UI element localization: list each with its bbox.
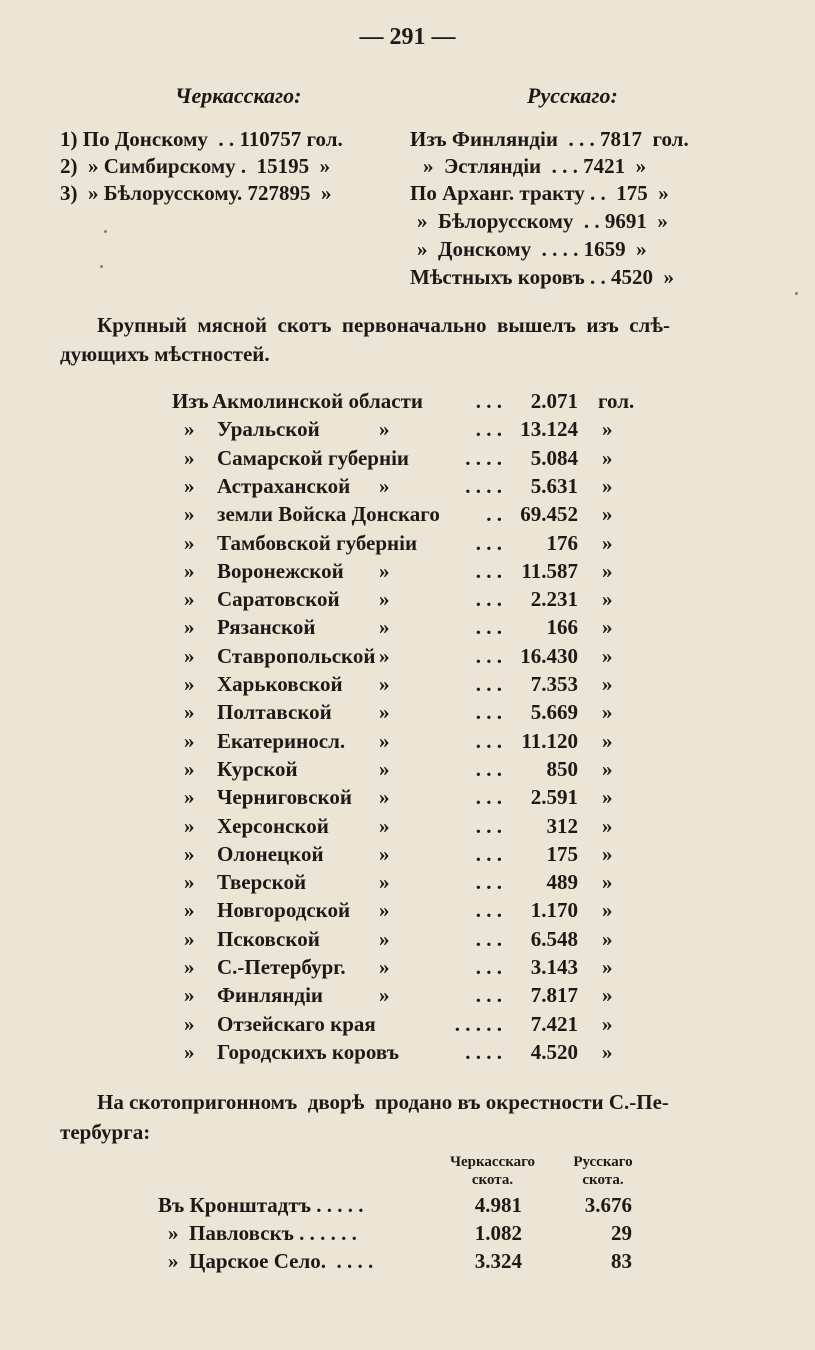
origin-prefix: » [184, 728, 195, 753]
origin-dots: . . . [475, 785, 502, 810]
left-list-item: 2) » Симбирскому . 15195 » [60, 154, 331, 178]
origin-name: Харьковской [217, 672, 343, 696]
origin-unit: » [602, 1011, 613, 1036]
origin-unit: » [602, 898, 613, 923]
right-list-item: » Эстляндіи . . . 7421 » [423, 154, 647, 178]
origin-unit: » [602, 813, 613, 838]
origin-prefix: » [184, 983, 195, 1008]
origin-unit: » [602, 756, 613, 781]
sales-row-place: Въ Кронштадтъ . . . . . [158, 1193, 364, 1217]
origin-value: 850 [546, 756, 578, 781]
origin-dots: . . . [475, 558, 502, 583]
origin-prefix: » [184, 672, 195, 696]
paragraph-line: дующихъ мѣстностей. [60, 342, 270, 366]
left-list-item: 1) По Донскому . . 110757 гол. [60, 127, 343, 151]
origin-name: земли Войска Донскаго [217, 502, 440, 527]
origin-value: 2.231 [530, 587, 578, 612]
sales-row-russky: 29 [611, 1221, 632, 1245]
origin-unit: гол. [598, 389, 635, 413]
origin-unit: » [602, 955, 613, 979]
origin-mark: » [379, 841, 390, 866]
origin-unit: » [602, 728, 613, 753]
origin-mark: » [379, 728, 390, 753]
origin-prefix: » [184, 1011, 195, 1036]
paper-speck [795, 292, 798, 295]
origin-unit: » [602, 643, 613, 668]
column-header-line: скота. [582, 1172, 624, 1188]
origin-dots: . . . [475, 417, 502, 442]
origin-mark: » [379, 870, 390, 895]
origin-prefix: » [184, 1039, 195, 1064]
origin-value: 2.071 [530, 389, 578, 413]
origin-prefix: » [184, 955, 195, 979]
origin-prefix: » [184, 502, 195, 527]
right-list-item: Мѣстныхъ коровъ . . 4520 » [410, 265, 675, 289]
origin-value: 175 [546, 841, 578, 866]
origin-name: Уральской [217, 417, 320, 442]
origin-unit: » [602, 473, 613, 498]
origin-dots: . . . [475, 615, 502, 640]
sales-row-place: » Царское Село. . . . . [168, 1249, 374, 1273]
origin-mark: » [379, 672, 390, 696]
origin-unit: » [602, 558, 613, 583]
origin-prefix: » [184, 926, 195, 951]
origin-mark: » [379, 700, 390, 725]
origin-dots: . . . [475, 813, 502, 838]
origin-value: 69.452 [520, 502, 578, 527]
origin-dots: . . . . [465, 473, 502, 498]
origin-unit: » [602, 615, 613, 640]
origin-name: Рязанской [217, 615, 316, 640]
origin-prefix: » [184, 473, 195, 498]
origin-mark: » [379, 558, 390, 583]
origin-value: 489 [546, 870, 578, 895]
origin-prefix: » [184, 700, 195, 725]
origin-mark: » [379, 473, 390, 498]
origin-dots: . . [486, 502, 502, 527]
origin-unit: » [602, 785, 613, 810]
right-list-item: По Арханг. тракту . . 175 » [410, 181, 669, 205]
origin-value: 5.084 [530, 445, 578, 470]
page-number: — 291 — [359, 24, 456, 50]
origin-unit: » [602, 841, 613, 866]
origin-name: Черниговской [217, 785, 352, 810]
origin-value: 5.631 [530, 473, 578, 498]
origin-name: Курской [217, 756, 298, 781]
origin-unit: » [602, 1039, 613, 1064]
origin-prefix: » [184, 445, 195, 470]
origin-mark: » [379, 955, 390, 979]
origin-value: 166 [546, 615, 578, 640]
origin-dots: . . . [475, 672, 502, 696]
origin-dots: . . . [475, 756, 502, 781]
origin-prefix: » [184, 615, 195, 640]
origin-mark: » [379, 615, 390, 640]
origin-prefix: » [184, 558, 195, 583]
origin-value: 4.520 [530, 1039, 578, 1064]
origin-dots: . . . [475, 898, 502, 923]
sales-row-cherkassky: 1.082 [474, 1221, 522, 1245]
origin-dots: . . . [475, 530, 502, 555]
origin-prefix: » [184, 530, 195, 555]
origin-name: Полтавской [217, 700, 332, 725]
origin-name: Ставропольской [217, 643, 376, 668]
origin-value: 176 [546, 530, 578, 555]
sales-row-russky: 3.676 [584, 1193, 632, 1217]
right-list-item: » Донскому . . . . 1659 » [417, 237, 647, 261]
right-list-item: Изъ Финляндіи . . . 7817 гол. [410, 127, 689, 151]
origin-name: Херсонской [217, 813, 329, 838]
origin-name: Астраханской [217, 473, 351, 498]
origin-prefix: » [184, 417, 195, 442]
origin-unit: » [602, 870, 613, 895]
origin-value: 7.421 [530, 1011, 578, 1036]
column-header-line: Русскаго [573, 1154, 633, 1170]
origin-dots: . . . . . [454, 1011, 502, 1036]
header-cherkassky: Черкасскаго: [175, 83, 302, 108]
origin-value: 5.669 [530, 700, 578, 725]
origin-prefix: » [184, 643, 195, 668]
origin-unit: » [602, 530, 613, 555]
origin-value: 7.353 [530, 672, 578, 696]
origin-name: Самарской губерніи [217, 445, 410, 470]
right-list-item: » Бѣлорусскому . . 9691 » [417, 209, 668, 233]
origin-mark: » [379, 417, 390, 442]
origin-prefix: » [184, 898, 195, 923]
origin-dots: . . . [475, 728, 502, 753]
origin-dots: . . . [475, 870, 502, 895]
origin-mark: » [379, 756, 390, 781]
origin-unit: » [602, 700, 613, 725]
paper-speck [104, 230, 107, 233]
origin-name: Тверской [217, 870, 307, 895]
origin-unit: » [602, 926, 613, 951]
origin-prefix: » [184, 841, 195, 866]
origin-dots: . . . [475, 643, 502, 668]
origin-value: 2.591 [530, 785, 578, 810]
origin-mark: » [379, 926, 390, 951]
origin-name: Акмолинской области [212, 389, 423, 413]
sales-row-russky: 83 [611, 1249, 632, 1273]
sales-row-place: » Павловскъ . . . . . . [168, 1221, 357, 1245]
origin-dots: . . . [475, 841, 502, 866]
origin-name: Олонецкой [217, 841, 324, 866]
header-russky: Русскаго: [527, 83, 618, 108]
origin-value: 1.170 [530, 898, 578, 923]
paper-speck [100, 265, 103, 268]
paragraph-line: Крупный мясной скотъ первоначально вышелъ изъ слѣ- [97, 313, 670, 337]
column-header-russky [558, 1153, 648, 1189]
origin-prefix: » [184, 756, 195, 781]
origin-value: 7.817 [530, 983, 578, 1008]
origin-value: 16.430 [520, 643, 578, 668]
origin-name: Отзейскаго края [217, 1011, 376, 1036]
origin-dots: . . . . [465, 445, 502, 470]
sales-row-cherkassky: 4.981 [474, 1193, 522, 1217]
origin-mark: » [379, 813, 390, 838]
origin-prefix: » [184, 587, 195, 612]
origin-mark: » [379, 785, 390, 810]
origin-value: 11.587 [521, 558, 578, 583]
origin-unit: » [602, 983, 613, 1008]
sales-row-cherkassky: 3.324 [474, 1249, 522, 1273]
origin-unit: » [602, 502, 613, 527]
paragraph-line: тербурга: [60, 1120, 151, 1144]
origin-name: Псковской [217, 926, 320, 951]
origin-name: С.-Петербург. [217, 955, 346, 979]
left-list-item: 3) » Бѣлорусскому. 727895 » [60, 181, 332, 205]
origin-name: Городскихъ коровъ [217, 1039, 399, 1064]
origin-value: 312 [546, 813, 578, 838]
column-header-line: скота. [471, 1172, 514, 1188]
origin-dots: . . . . [465, 1039, 502, 1064]
origin-mark: » [379, 898, 390, 923]
column-header-line: Черкасскаго [449, 1154, 536, 1170]
origin-value: 6.548 [530, 926, 578, 951]
origin-dots: . . . [475, 587, 502, 612]
origin-dots: . . . [475, 955, 502, 979]
origin-unit: » [602, 672, 613, 696]
column-header-cherkassky [440, 1153, 545, 1189]
origin-mark: » [379, 587, 390, 612]
origin-value: 11.120 [521, 728, 578, 753]
origin-prefix: » [184, 813, 195, 838]
origin-name: Воронежской [217, 558, 344, 583]
origin-unit: » [602, 417, 613, 442]
origin-dots: . . . [475, 983, 502, 1008]
origin-name: Екатериносл. [217, 728, 346, 753]
origin-prefix: » [184, 870, 195, 895]
paragraph-line: На скотопригонномъ дворѣ продано въ окрестности С.-Пе- [97, 1090, 669, 1114]
origin-dots: . . . [475, 389, 502, 413]
origin-name: Тамбовской губерніи [217, 530, 418, 555]
origin-mark: » [379, 643, 390, 668]
origin-dots: . . . [475, 926, 502, 951]
origin-dots: . . . [475, 700, 502, 725]
origin-name: Новгородской [217, 898, 351, 923]
origin-name: Финляндіи [217, 983, 324, 1008]
origin-unit: » [602, 445, 613, 470]
origin-unit: » [602, 587, 613, 612]
origin-mark: » [379, 983, 390, 1008]
origin-prefix: Изъ [172, 389, 209, 413]
origin-value: 13.124 [520, 417, 578, 442]
origin-prefix: » [184, 785, 195, 810]
origin-name: Саратовской [217, 587, 340, 612]
origin-value: 3.143 [530, 955, 578, 979]
